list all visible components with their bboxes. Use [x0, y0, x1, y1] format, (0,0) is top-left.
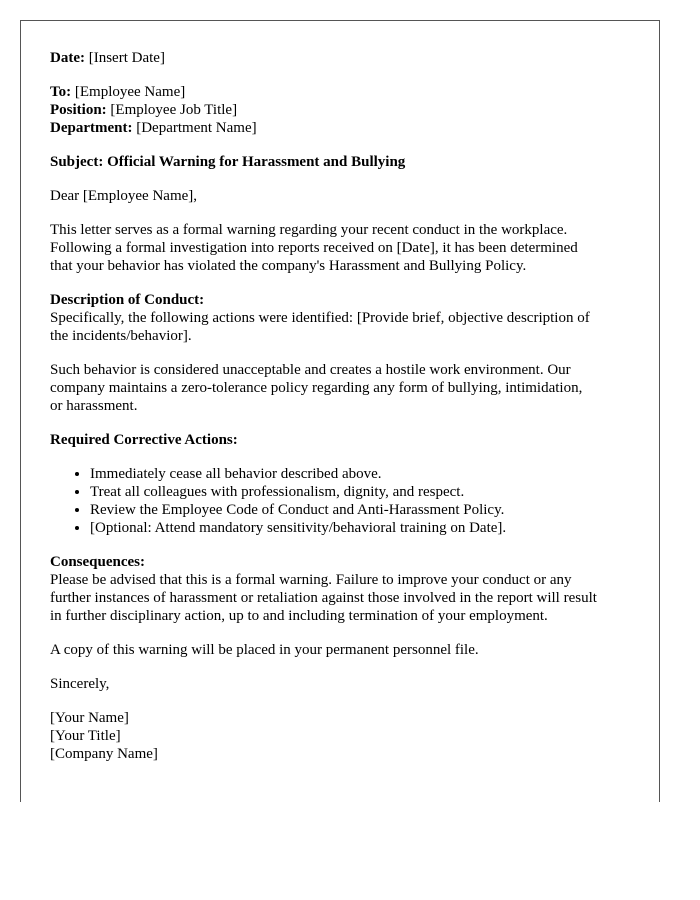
department-label: Department: [50, 120, 133, 136]
intro-line: that your behavior has violated the company's Harassment and Bullying Policy. [50, 258, 527, 274]
actions-heading: Required Corrective Actions: [50, 432, 238, 448]
position-line [50, 101, 642, 119]
unacceptable-line: company maintains a zero-tolerance policy regarding any form of bullying, intimidation, [50, 380, 583, 396]
list-item: • [Optional: Attend mandatory sensitivity/behavioral training on Date]. [90, 519, 642, 537]
letter-page [20, 20, 660, 802]
date-line [50, 49, 642, 67]
consequences-line: further instances of harassment or retaliation against those involved in the report will result [50, 590, 597, 606]
list-item: • Immediately cease all behavior described above. [90, 465, 642, 483]
salutation-block [50, 187, 642, 205]
date-label: Date: [50, 50, 85, 66]
actions-list [50, 465, 642, 537]
conduct-section [50, 291, 642, 345]
list-item: • Treat all colleagues with professionalism, dignity, and respect. [90, 483, 642, 501]
unacceptable-line: Such behavior is considered unacceptable and creates a hostile work environment. Our [50, 362, 571, 378]
signature-company: [Company Name] [50, 746, 158, 762]
file-note-block [50, 641, 642, 659]
conduct-line: the incidents/behavior]. [50, 328, 192, 344]
intro-line: This letter serves as a formal warning regarding your recent conduct in the workplace. [50, 222, 568, 238]
list-item: • Review the Employee Code of Conduct and Anti-Harassment Policy. [90, 501, 642, 519]
unacceptable-line: or harassment. [50, 398, 138, 414]
department-value: [Department Name] [136, 120, 257, 136]
intro-line: Following a formal investigation into reports received on [Date], it has been determined [50, 240, 578, 256]
subject-line: Subject: Official Warning for Harassment and Bullying [50, 154, 406, 170]
recipient-block [50, 83, 642, 137]
letter-body [50, 49, 642, 779]
intro-paragraph [50, 221, 642, 275]
consequences-line: in further disciplinary action, up to and including termination of your employment. [50, 608, 548, 624]
consequences-section [50, 553, 642, 625]
to-label: To: [50, 84, 72, 100]
consequences-heading: Consequences: [50, 554, 146, 570]
signature-name: [Your Name] [50, 710, 129, 726]
date-value: [Insert Date] [88, 50, 165, 66]
date-block [50, 49, 642, 67]
closing-block [50, 675, 642, 693]
closing: Sincerely, [50, 676, 110, 692]
signature-block [50, 709, 642, 763]
position-value: [Employee Job Title] [110, 102, 238, 118]
conduct-line: Specifically, the following actions were identified: [Provide brief, objective description of [50, 310, 590, 326]
consequences-line: Please be advised that this is a formal warning. Failure to improve your conduct or any [50, 572, 572, 588]
conduct-heading: Description of Conduct: [50, 292, 205, 308]
signature-title: [Your Title] [50, 728, 121, 744]
position-label: Position: [50, 102, 107, 118]
department-line [50, 119, 642, 137]
to-value: [Employee Name] [74, 84, 186, 100]
file-note: A copy of this warning will be placed in your permanent personnel file. [50, 642, 479, 658]
subject-block [50, 153, 642, 171]
actions-heading-block [50, 431, 642, 449]
salutation: Dear [Employee Name], [50, 188, 198, 204]
to-line [50, 83, 642, 101]
unacceptable-paragraph [50, 361, 642, 415]
